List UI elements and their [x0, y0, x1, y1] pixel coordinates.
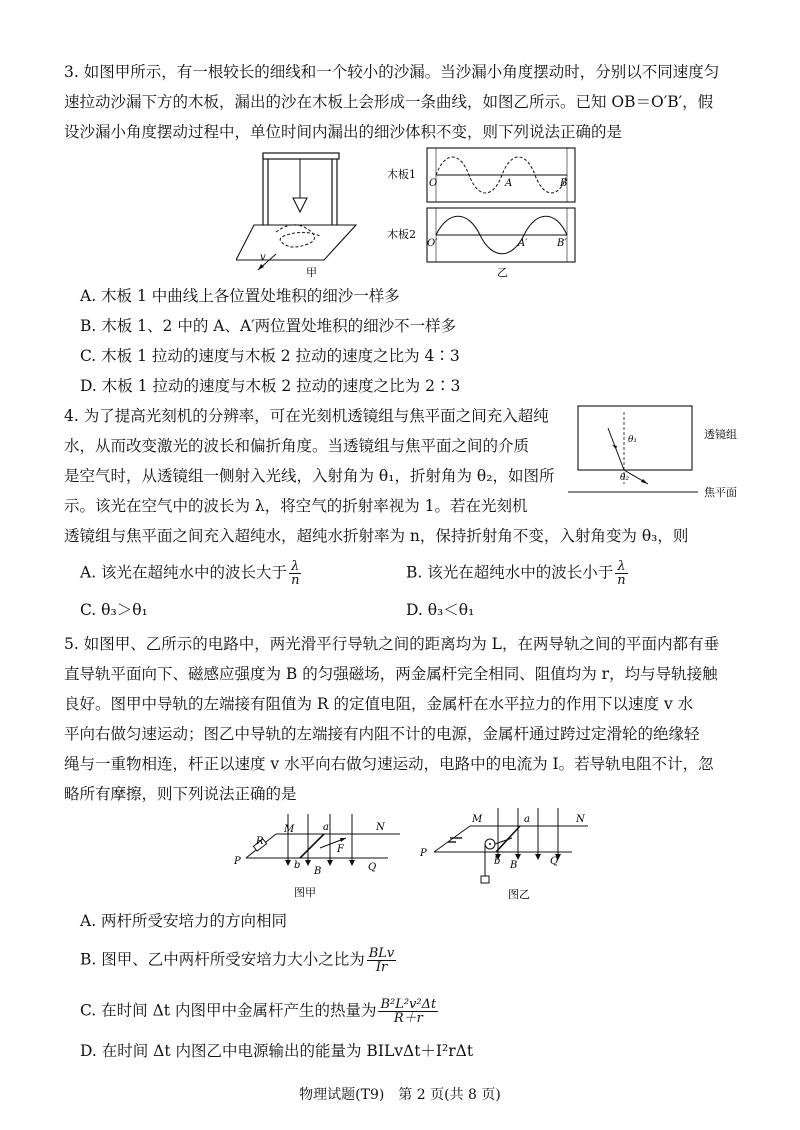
q3-label-O: O — [429, 178, 438, 189]
q5-stem-line6: 略所有摩擦，则下列说法正确的是 — [64, 785, 297, 803]
q4-stem-line5: 透镜组与焦平面之间充入超纯水，超纯水折射率为 n，保持折射角不变，入射角变为 θ₃，则 — [64, 527, 689, 545]
q3-board1-label: 木板1 — [387, 168, 416, 181]
q5-option-b-text: B. 图甲、乙中两杆所受安培力大小之比为 — [80, 950, 365, 969]
q4-stem-line2: 水，从而改变激光的波长和偏折角度。当透镜组与焦平面之间的介质 — [64, 437, 530, 455]
q3-label-v: v — [260, 252, 266, 263]
q4-option-a — [80, 560, 301, 587]
q5-yi-label-P: P — [420, 848, 427, 859]
q5-yi-label-B: B — [510, 860, 518, 871]
q3-option-c: C. 木板 1 拉动的速度与木板 2 拉动的速度之比为 4∶3 — [80, 347, 460, 365]
q4-lens-label: 透镜组 — [704, 428, 737, 441]
q5-caption-jia: 图甲 — [294, 886, 316, 899]
q5-option-c — [80, 998, 438, 1025]
q3-stem-line2: 速拉动沙漏下方的木板，漏出的沙在木板上会形成一条曲线，如图乙所示。已知 OB＝O′B′，假 — [64, 93, 714, 111]
q5-stem-line3: 良好。图甲中导轨的左端接有阻值为 R 的定值电阻，金属杆在水平拉力的作用下以速度 v 水 — [64, 695, 694, 713]
q5-stem-line2: 直导轨平面向下、磁感应强度为 B 的匀强磁场，两金属杆完全相同、阻值均为 r，均与导轨接触 — [64, 665, 718, 683]
q5-figure-yi — [412, 806, 592, 902]
q5-caption-yi: 图乙 — [508, 888, 530, 901]
q3-stem-line3: 设沙漏小角度摆动过程中，单位时间内漏出的细沙体积不变，则下列说法正确的是 — [64, 123, 623, 141]
q5-option-b-fraction — [367, 947, 397, 974]
q4-theta2: θ₂ — [620, 473, 630, 483]
q3-option-a: A. 木板 1 中曲线上各位置处堆积的细沙一样多 — [80, 287, 400, 305]
q4-lens-figure — [568, 402, 758, 502]
q5-jia-label-a: a — [323, 822, 329, 833]
q3-caption-yi: 乙 — [497, 266, 508, 278]
q5-jia-label-R: R — [256, 836, 264, 847]
q5-option-a: A. 两杆所受安培力的方向相同 — [80, 912, 288, 930]
q4-option-b-text: B. 该光在超纯水中的波长小于 — [406, 563, 614, 582]
q3-label-O-prime: O′ — [427, 238, 438, 249]
q5-jia-label-F: F — [337, 844, 344, 855]
q3-figure-yi — [385, 146, 585, 278]
q3-option-b: B. 木板 1、2 中的 A、A′两位置处堆积的细沙不一样多 — [80, 317, 457, 335]
q5-jia-label-P: P — [234, 856, 241, 867]
q5-stem-line4: 平向右做匀速运动；图乙中导轨的左端接有内阻不计的电源，金属杆通过跨过定滑轮的绝缘轻 — [64, 725, 700, 743]
q4-option-b — [406, 560, 628, 587]
q4-stem-line4: 示。该光在空气中的波长为 λ，将空气的折射率视为 1。若在光刻机 — [64, 497, 528, 515]
q5-yi-label-Q: Q — [550, 856, 559, 867]
q5-jia-label-M: M — [284, 824, 295, 835]
q5-jia-label-Q: Q — [368, 862, 377, 873]
q4-option-a-text: A. 该光在超纯水中的波长大于 — [80, 563, 288, 582]
page-footer: 物理试题(T9) 第 2 页(共 8 页) — [299, 1087, 501, 1103]
q3-caption-jia: 甲 — [306, 266, 317, 278]
q5-jia-label-B: B — [314, 866, 322, 877]
q4-frac-a-den: n — [291, 573, 300, 588]
q5-figure-jia — [228, 808, 408, 900]
q5-yi-label-M: M — [472, 814, 483, 825]
q5-jia-label-N: N — [376, 822, 385, 833]
q4-option-d: D. θ₃＜θ₁ — [406, 601, 475, 619]
q5-jia-label-b: b — [294, 860, 301, 871]
q3-label-A: A — [505, 178, 513, 189]
q5-yi-label-b: b — [494, 856, 501, 867]
q5-option-b — [80, 947, 396, 974]
q3-figure-jia — [236, 150, 376, 278]
q3-board2-label: 木板2 — [387, 228, 416, 241]
q3-label-B-prime: B′ — [557, 238, 567, 249]
q4-option-a-fraction — [289, 560, 301, 587]
q4-option-b-fraction — [615, 560, 627, 587]
q5-option-c-num: B²L²v²Δt — [380, 997, 437, 1012]
q4-frac-b-num: λ — [615, 560, 627, 574]
q5-stem-line5: 绳与一重物相连，杆正以速度 v 水平向右做匀速运动，电路中的电流为 I。若导轨电阻不计，忽 — [64, 755, 714, 773]
q4-option-c: C. θ₃＞θ₁ — [80, 601, 148, 619]
q5-stem-line1: 5. 如图甲、乙所示的电路中，两光滑平行导轨之间的距离均为 L，在两导轨之间的平面内都有垂 — [64, 635, 719, 653]
q3-stem-line1: 3. 如图甲所示，有一根较长的细线和一个较小的沙漏。当沙漏小角度摆动时，分别以不同速度匀 — [64, 63, 720, 81]
q4-focal-label: 焦平面 — [704, 486, 737, 499]
q5-yi-label-N: N — [576, 814, 585, 825]
q4-stem-line1: 4. 为了提高光刻机的分辨率，可在光刻机透镜组与焦平面之间充入超纯 — [64, 407, 549, 425]
q5-option-c-text: C. 在时间 Δt 内图甲中金属杆产生的热量为 — [80, 1001, 377, 1020]
q5-option-b-den: Ir — [375, 960, 388, 975]
q4-theta1: θ₁ — [628, 435, 638, 445]
q4-frac-b-den: n — [617, 573, 626, 588]
q5-option-d: D. 在时间 Δt 内图乙中电源输出的能量为 BILvΔt＋I²rΔt — [80, 1042, 474, 1060]
q3-option-d: D. 木板 1 拉动的速度与木板 2 拉动的速度之比为 2∶3 — [80, 377, 461, 395]
q5-option-b-num: BLv — [368, 946, 395, 961]
q5-yi-label-a: a — [524, 814, 530, 825]
q4-frac-a-num: λ — [289, 560, 301, 574]
q4-stem-line3: 是空气时，从透镜组一侧射入光线，入射角为 θ₁，折射角为 θ₂，如图所 — [64, 467, 555, 485]
q5-option-c-fraction — [378, 998, 438, 1025]
q3-label-A-prime: A′ — [518, 238, 528, 249]
q5-option-c-den: R＋r — [393, 1011, 423, 1026]
q3-label-B: B — [560, 178, 568, 189]
